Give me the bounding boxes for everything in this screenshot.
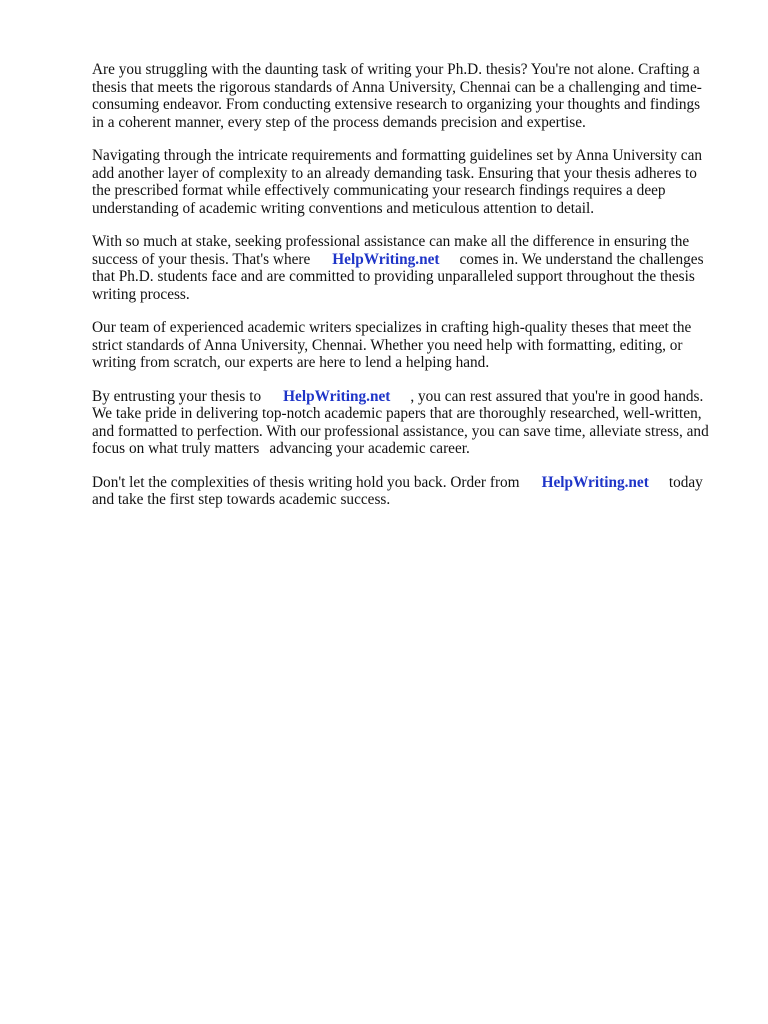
text-segment: By entrusting your thesis to [92,387,262,405]
text-line: the prescribed format while effectively communicating your research findings requires a deep [92,182,666,199]
text-line: strict standards of Anna University, Chennai. Whether you need help with formatting, editing, or [92,336,683,354]
text-line: understanding of academic writing conventions and meticulous attention to detail. [92,199,595,217]
paragraph-team [92,319,718,372]
helpwriting-link[interactable]: HelpWriting.net [541,473,649,491]
text-line: in a coherent manner, every step of the process demands precision and expertise. [92,113,586,131]
paragraph-intro [92,61,718,131]
text-segment: Don't let the complexities of thesis writing hold you back. Order from [92,473,520,491]
text-line: and take the first step towards academic success. [92,491,391,508]
text-line: writing process. [92,285,190,303]
text-line [92,388,718,406]
text-segment: comes in. We understand the challenges [459,250,704,268]
text-line: thesis that meets the rigorous standards of Anna University, Chennai can be a challenging and time- [92,78,702,96]
text-line: Navigating through the intricate requirements and formatting guidelines set by Anna University can [92,147,703,164]
paragraph-order [92,474,718,509]
text-line: writing from scratch, our experts are here to lend a helping hand. [92,354,490,371]
text-line: Our team of experienced academic writers specializes in crafting high-quality theses that meet the [92,319,692,336]
paragraph-requirements [92,147,718,217]
text-line: consuming endeavor. From conducting extensive research to organizing your thoughts and findings [92,96,701,113]
text-line [92,440,718,458]
text-segment: success of your thesis. That's where [92,250,311,268]
text-line [92,474,718,492]
helpwriting-link[interactable]: HelpWriting.net [332,250,440,268]
text-line: that Ph.D. students face and are committed to providing unparalleled support throughout the thesis [92,268,695,285]
text-segment: advancing your academic career. [269,440,470,457]
text-line: With so much at stake, seeking professional assistance can make all the difference in ensuring the [92,233,690,250]
text-line: We take pride in delivering top-notch academic papers that are thoroughly researched, well-written, [92,405,702,422]
paragraph-entrusting [92,388,718,458]
paragraph-assistance [92,233,718,303]
text-line [92,251,718,269]
text-line: and formatted to perfection. With our professional assistance, you can save time, alleviate stress, and [92,422,709,440]
text-segment: focus on what truly matters [92,440,260,457]
helpwriting-link[interactable]: HelpWriting.net [283,387,391,405]
text-line: add another layer of complexity to an already demanding task. Ensuring that your thesis adheres to [92,164,697,182]
text-segment: , you can rest assured that you're in good hands. [410,387,704,405]
text-segment: today [668,473,703,491]
text-line: Are you struggling with the daunting task of writing your Ph.D. thesis? You're not alone. Crafting a [92,61,700,78]
